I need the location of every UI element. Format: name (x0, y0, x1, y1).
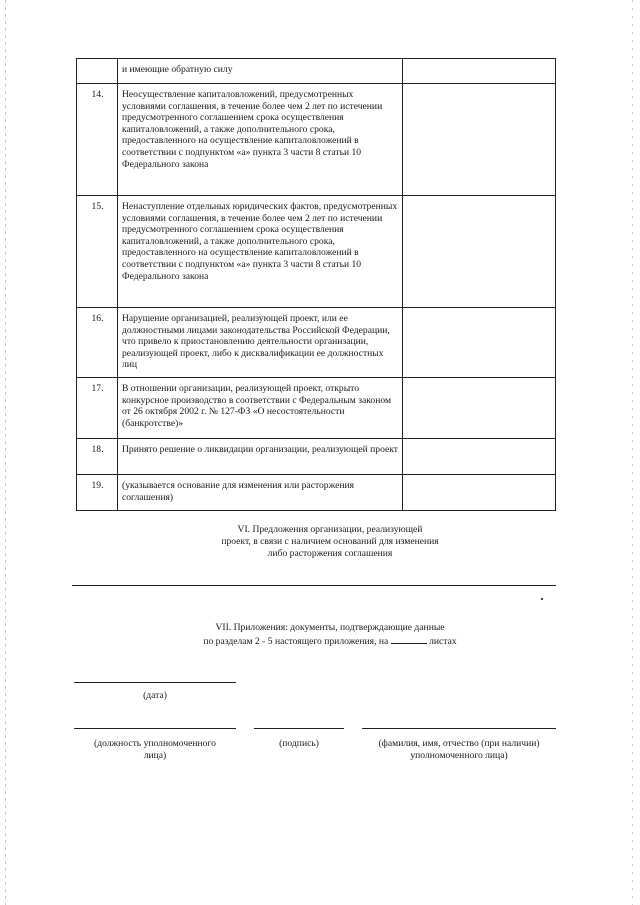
row-description: (указывается основание для изменения или расторжения соглашения) (118, 475, 403, 511)
row-value-cell (403, 439, 556, 475)
scan-edge-left (5, 0, 6, 905)
section-7-line-2-start: по разделам 2 - 5 настоящего приложения, на (203, 636, 389, 647)
row-description: В отношении организации, реализующей проект, открыто конкурсное производство в соответствии с Федеральным законом от 26 октября 2002 г. № 127-ФЗ «О несостоятельности (банкротстве)» (118, 378, 403, 439)
position-caption (66, 738, 244, 762)
table-row (77, 475, 556, 511)
section-7-line-2 (120, 634, 540, 648)
full-name-line[interactable] (362, 728, 556, 729)
row-number: 17. (77, 378, 118, 439)
date-caption: (дата) (143, 690, 167, 701)
section-7-heading (120, 622, 540, 648)
row-number: 14. (77, 84, 118, 196)
full-name-caption (356, 738, 562, 762)
grounds-table (76, 58, 556, 511)
table-row (77, 308, 556, 378)
signature-line[interactable] (254, 728, 344, 729)
table-row (77, 59, 556, 84)
row-number: 16. (77, 308, 118, 378)
sheet-count-blank[interactable] (391, 634, 427, 644)
row-number: 18. (77, 439, 118, 475)
position-caption-line-2: лица) (143, 750, 167, 761)
row-value-cell (403, 196, 556, 308)
row-description: Нарушение организацией, реализующей проект, или ее должностными лицами законодательства Российской Федерации, что привело к приостановлению деятельности организации, реализующей проект, либо к дисквалификации ее должностных лиц (118, 308, 403, 378)
row-value-cell (403, 59, 556, 84)
position-caption-line-1: (должность уполномоченного (94, 738, 216, 749)
table-row (77, 439, 556, 475)
full-name-caption-line-1: (фамилия, имя, отчество (при наличии) (378, 738, 540, 749)
row-number (77, 59, 118, 84)
row-value-cell (403, 475, 556, 511)
row-description: Принято решение о ликвидации организации, реализующей проект (118, 439, 403, 475)
position-line[interactable] (74, 728, 236, 729)
row-description: и имеющие обратную силу (118, 59, 403, 84)
proposals-input-line[interactable] (72, 585, 556, 586)
row-description: Неосуществление капиталовложений, предусмотренных условиями соглашения, в течение более чем 2 лет по истечении предусмотренного соглашением срока осуществления капиталовложений, а также дополнительного срока, предоставленного на осуществление капиталовложений в соответствии с подпунктом «а» пункта 3 части 8 статьи 10 Федерального закона (118, 84, 403, 196)
row-number: 19. (77, 475, 118, 511)
section-6-line-1: VI. Предложения организации, реализующей (237, 524, 423, 535)
section-6-line-2: проект, в связи с наличием оснований для изменения (221, 536, 439, 547)
table-row (77, 84, 556, 196)
row-number: 15. (77, 196, 118, 308)
table-row (77, 196, 556, 308)
full-name-caption-line-2: уполномоченного лица) (410, 750, 508, 761)
date-line[interactable] (74, 682, 236, 683)
row-description: Ненаступление отдельных юридических фактов, предусмотренных условиями соглашения, в течение более чем 2 лет по истечении предусмотренного соглашением срока осуществления капиталовложений, а также дополнительного срока, предоставленного на осуществление капиталовложений в соответствии с подпунктом «а» пункта 3 части 8 статьи 10 Федерального закона (118, 196, 403, 308)
scan-speck (541, 598, 543, 600)
section-7-line-1: VII. Приложения: документы, подтверждающие данные (215, 622, 445, 633)
section-7-line-2-end: листах (429, 636, 457, 647)
section-6-heading (120, 524, 540, 560)
scan-edge-right (632, 0, 633, 905)
row-value-cell (403, 308, 556, 378)
signature-caption: (подпись) (279, 738, 319, 749)
row-value-cell (403, 378, 556, 439)
table-row (77, 378, 556, 439)
section-6-line-3: либо расторжения соглашения (267, 548, 393, 559)
row-value-cell (403, 84, 556, 196)
